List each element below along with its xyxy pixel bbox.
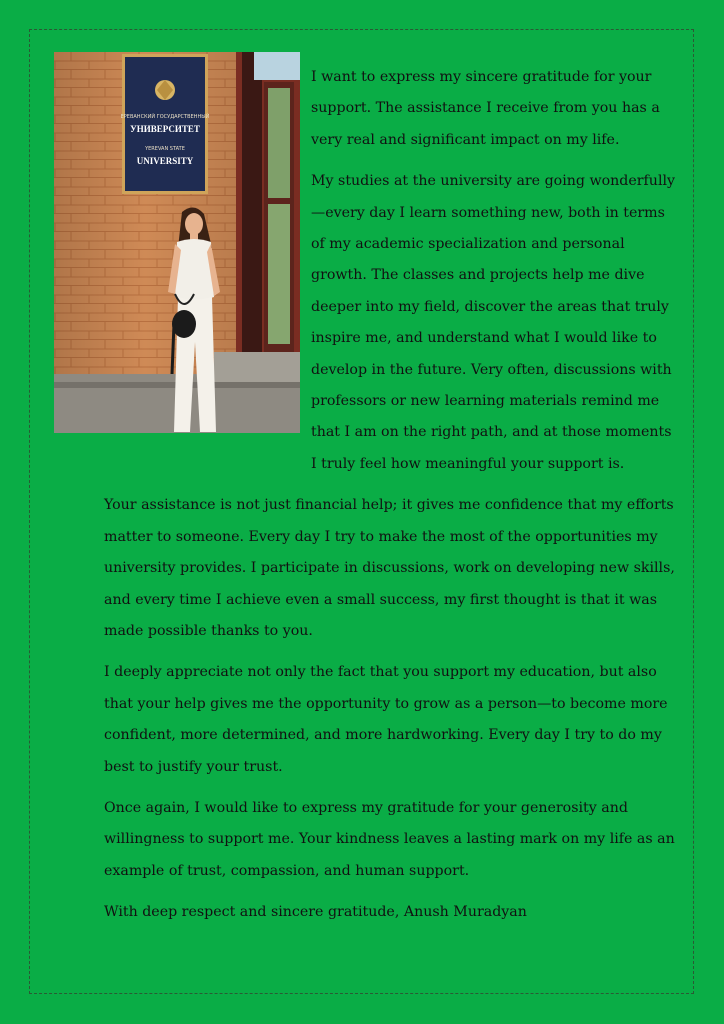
letter-signature: With deep respect and sincere gratitude, Anush Muradyan — [104, 904, 527, 921]
photo-wrap-spacer — [104, 62, 311, 466]
sign-line-1: ЕРЕВАНСКИЙ ГОСУДАРСТВЕННЫЙ — [120, 114, 210, 120]
letter-paragraph: Your assistance is not just financial help; it gives me confidence that my efforts matter to someone. Every day I try to make the most of the opportunities my university provides. I participate in discussions, work on developing new skills, and every time I achieve even a small success, my first thought is that it was made possible thanks to you. — [104, 497, 675, 639]
letter-paragraph: I want to express my sincere gratitude for your support. The assistance I receive from you has a very real and significant impact on my life. — [311, 69, 660, 148]
sign-line-3: YEREVAN STATE — [145, 146, 185, 152]
sign-line-2: УНИВЕРСИТЕТ — [130, 124, 200, 134]
letter-paragraph: I deeply appreciate not only the fact that you support my education, but also that your help gives me the opportunity to grow as a person—to become more confident, more determined, and more hardworking. Every day I try to do my best to justify your trust. — [104, 664, 668, 775]
letter-paragraph: My studies at the university are going wonderfully—every day I learn something new, both in terms of my academic specialization and personal growth. The classes and projects help me dive deeper into my field, discover the areas that truly inspire me, and understand what I would like to develop in the future. Very often, discussions with professors or new learning materials remind me that I am on the right path, and at those moments I truly feel how meaningful your support is. — [311, 173, 676, 472]
letter-body — [104, 62, 676, 939]
sign-line-4: UNIVERSITY — [136, 156, 194, 166]
letter-paragraph: Once again, I would like to express my gratitude for your generosity and willingness to support me. Your kindness leaves a lasting mark on my life as an example of trust, compassion, and human support. — [104, 799, 675, 879]
